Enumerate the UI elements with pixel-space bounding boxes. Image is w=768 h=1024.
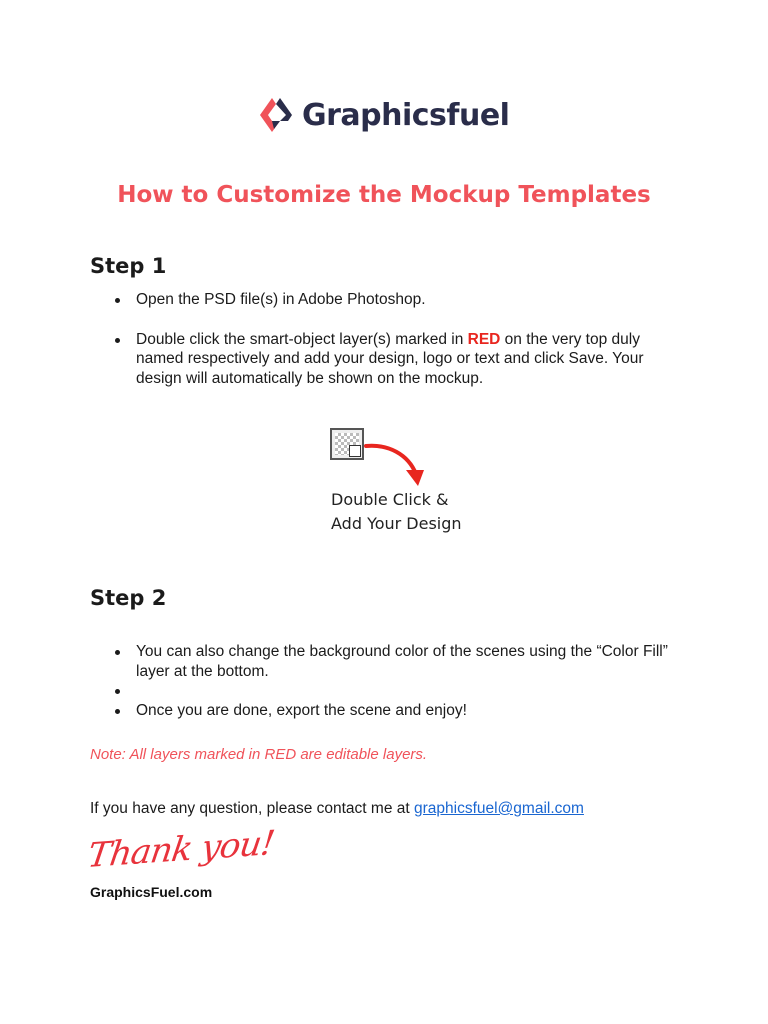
brand-logo — [258, 95, 509, 135]
caption-line: Double Click & — [331, 490, 449, 509]
list-item — [90, 290, 680, 310]
contact-line — [90, 800, 584, 818]
step2-heading: Step 2 — [90, 586, 167, 610]
list-item-text: Once you are done, export the scene and enjoy! — [136, 701, 467, 719]
editable-note: Note: All layers marked in RED are editable layers. — [90, 746, 428, 763]
graphicsfuel-logo-icon — [258, 96, 294, 134]
footer-site: GraphicsFuel.com — [90, 884, 213, 900]
step1-list — [90, 290, 680, 388]
step2-list — [90, 642, 680, 720]
list-item — [90, 330, 680, 389]
curved-arrow-icon — [358, 440, 428, 490]
list-item-text: Open the PSD file(s) in Adobe Photoshop. — [136, 291, 426, 308]
list-item-text: Double click the smart-object layer(s) marked in — [136, 330, 468, 348]
illustration-caption — [331, 488, 462, 536]
red-highlight: RED — [467, 330, 501, 348]
caption-line: Add Your Design — [331, 514, 462, 533]
email-link[interactable]: graphicsfuel@gmail.com — [413, 800, 584, 817]
list-item — [90, 642, 680, 681]
page-title: How to Customize the Mockup Templates — [117, 182, 651, 208]
double-click-illustration — [328, 428, 498, 538]
list-item-text: You can also change the background color of the scenes using the “Color Fill” layer at the bottom. — [136, 643, 668, 680]
list-item — [90, 681, 680, 701]
step1-heading: Step 1 — [90, 254, 167, 278]
contact-text: If you have any question, please contact me at — [90, 800, 414, 817]
list-item-text: on the very top duly named respectively and add your design, logo or text and click Save. Your design will automatically be shown on the mockup. — [136, 330, 644, 387]
list-item — [90, 701, 680, 721]
brand-name: Graphicsfuel — [302, 97, 510, 133]
thank-you-signature: Thank you! — [85, 823, 277, 876]
